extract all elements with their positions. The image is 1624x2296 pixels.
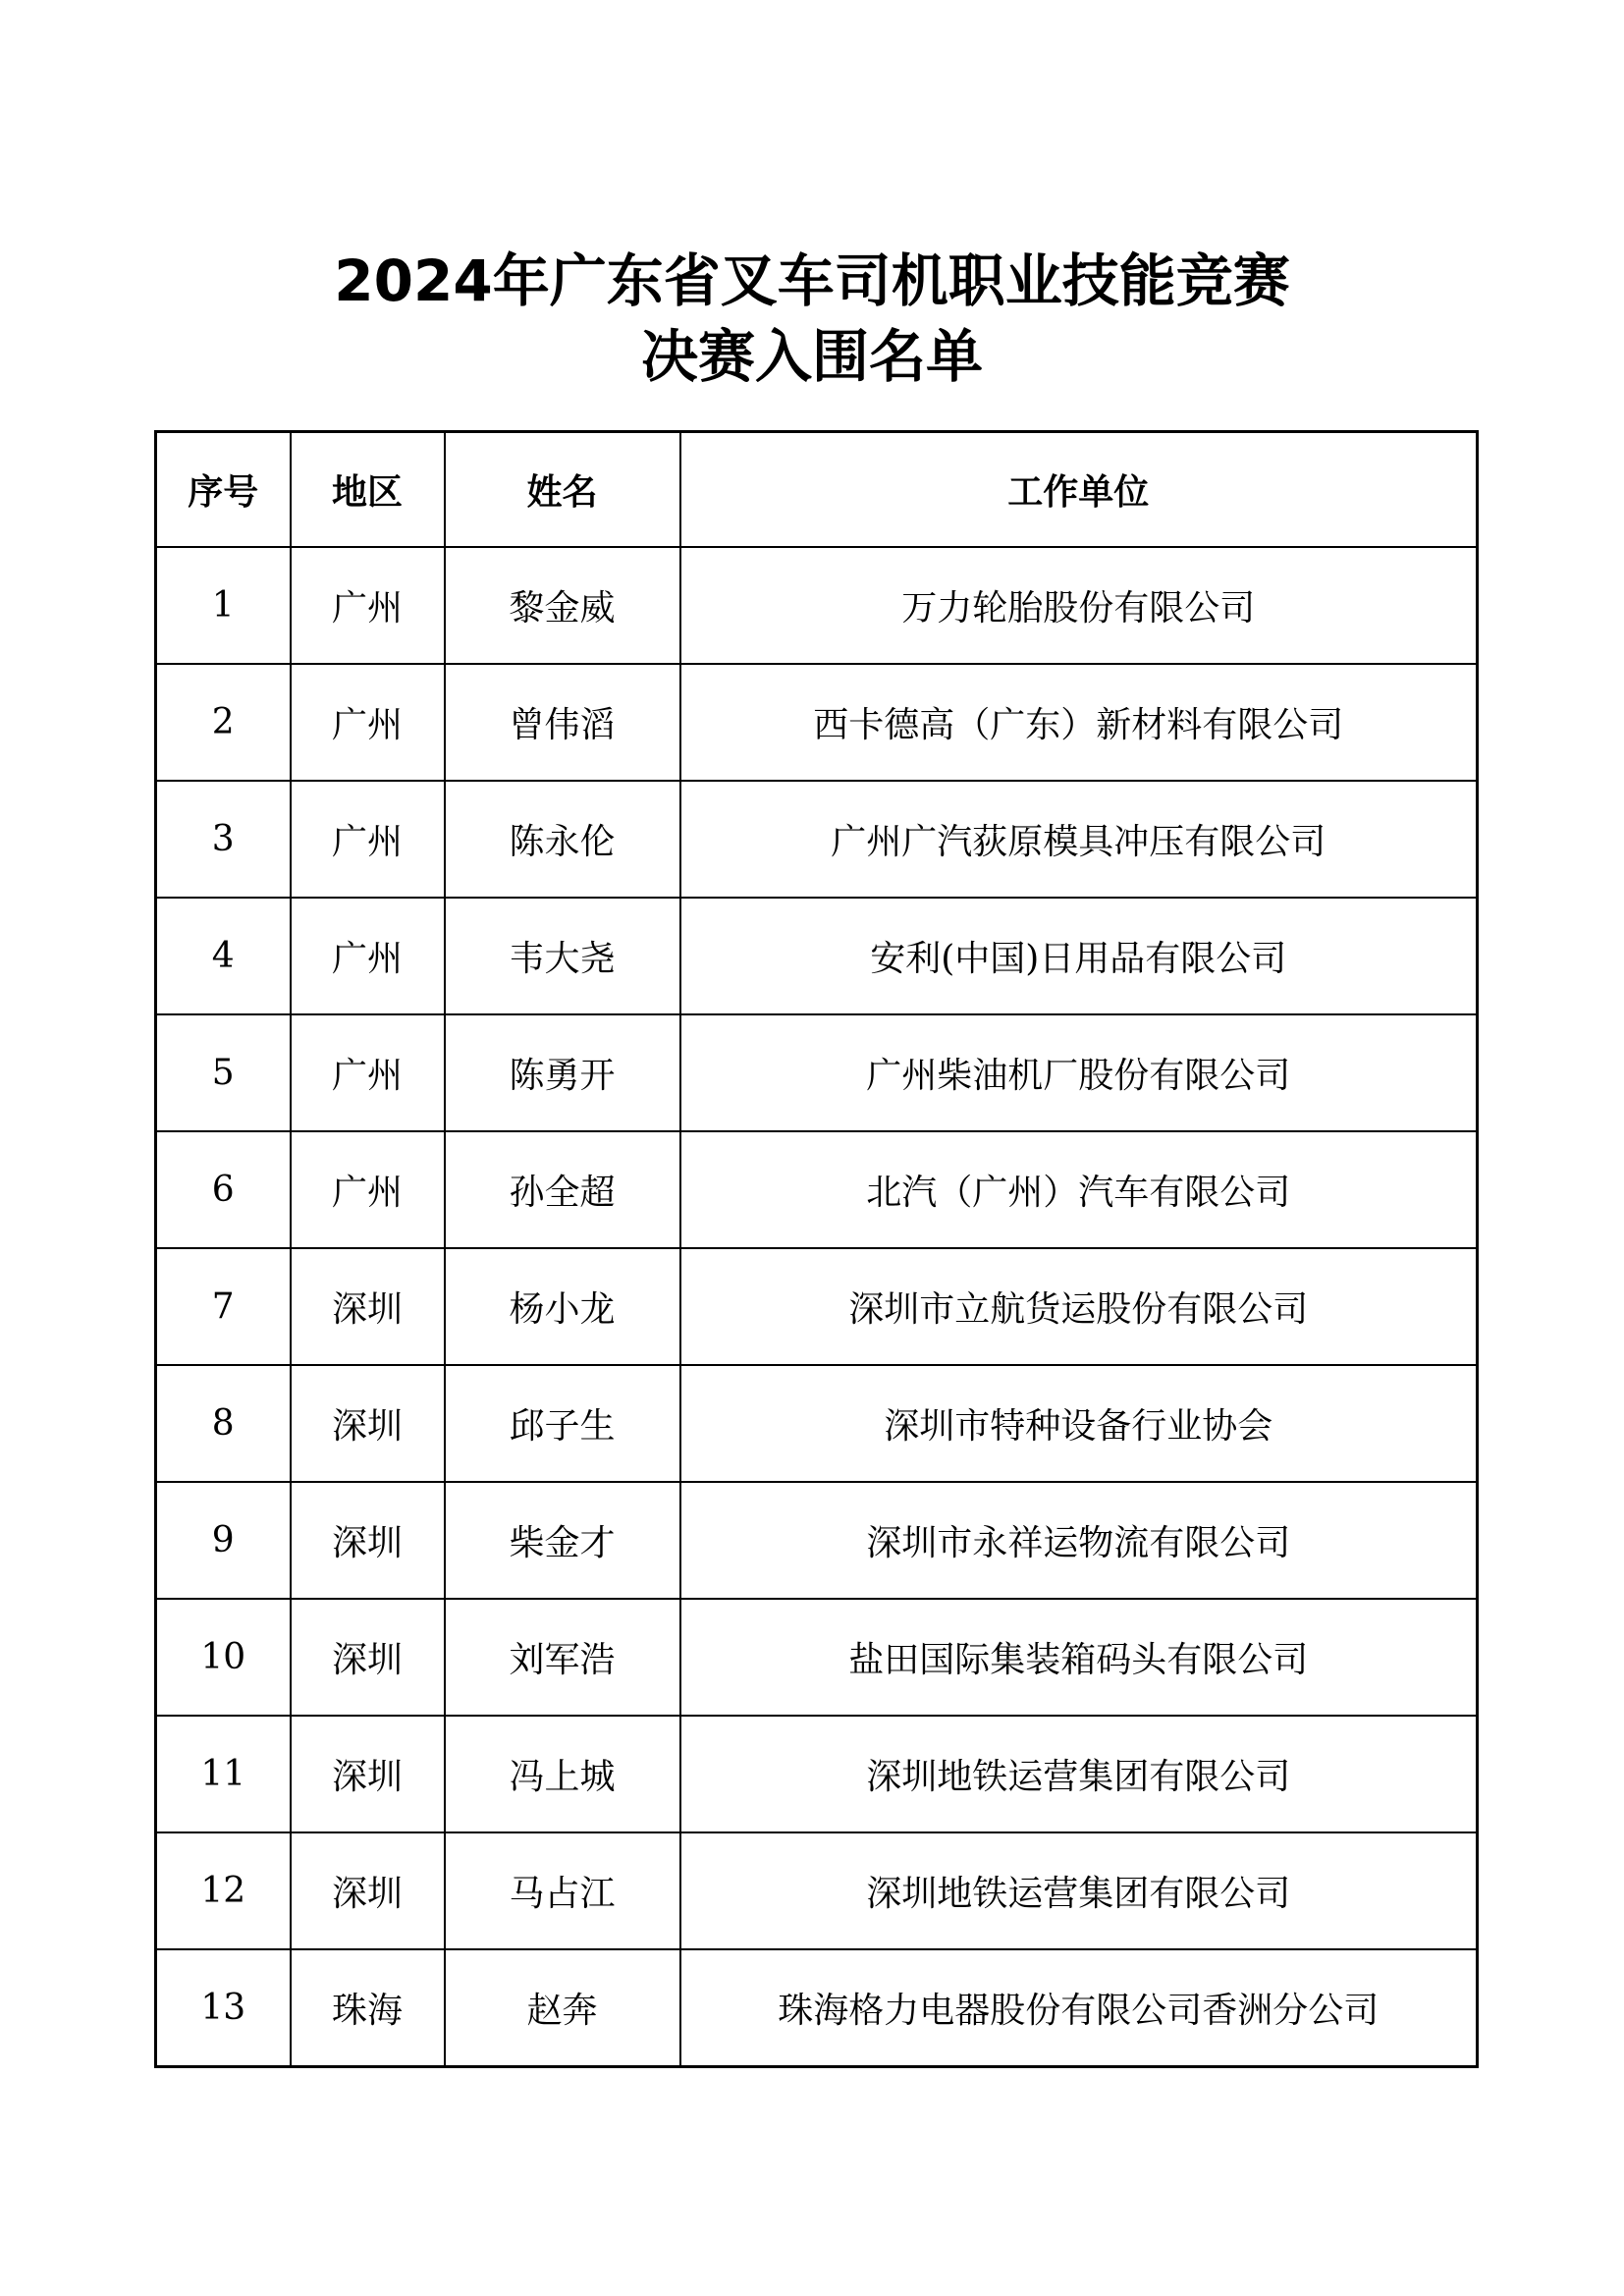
cell-region: 深圳 (291, 1365, 445, 1482)
table-row (156, 547, 1478, 664)
cell-name: 陈永伦 (445, 781, 680, 898)
cell-region: 深圳 (291, 1716, 445, 1832)
table-row (156, 664, 1478, 781)
cell-index: 1 (156, 547, 291, 664)
table-row (156, 781, 1478, 898)
cell-index: 12 (156, 1832, 291, 1949)
table-row (156, 1716, 1478, 1832)
table-row (156, 1131, 1478, 1248)
cell-index: 4 (156, 898, 291, 1014)
cell-organization: 广州广汽荻原模具冲压有限公司 (680, 781, 1478, 898)
table-row (156, 1248, 1478, 1365)
cell-organization: 北汽（广州）汽车有限公司 (680, 1131, 1478, 1248)
cell-name: 冯上城 (445, 1716, 680, 1832)
table-row (156, 1482, 1478, 1599)
cell-region: 深圳 (291, 1482, 445, 1599)
table-header-row (156, 432, 1478, 548)
cell-index: 2 (156, 664, 291, 781)
cell-name: 曾伟滔 (445, 664, 680, 781)
cell-name: 陈勇开 (445, 1014, 680, 1131)
cell-name: 赵奔 (445, 1949, 680, 2067)
table-row (156, 898, 1478, 1014)
cell-index: 3 (156, 781, 291, 898)
cell-name: 邱子生 (445, 1365, 680, 1482)
cell-organization: 盐田国际集装箱码头有限公司 (680, 1599, 1478, 1716)
cell-organization: 西卡德高（广东）新材料有限公司 (680, 664, 1478, 781)
cell-name: 马占江 (445, 1832, 680, 1949)
cell-name: 韦大尧 (445, 898, 680, 1014)
table-row (156, 1014, 1478, 1131)
document-subtitle: 决赛入围名单 (640, 323, 983, 390)
cell-region: 深圳 (291, 1832, 445, 1949)
cell-organization: 深圳市立航货运股份有限公司 (680, 1248, 1478, 1365)
document-title: 2024年广东省叉车司机职业技能竞赛 (334, 247, 1290, 314)
table-row (156, 1599, 1478, 1716)
cell-name: 柴金才 (445, 1482, 680, 1599)
cell-index: 8 (156, 1365, 291, 1482)
cell-region: 广州 (291, 898, 445, 1014)
cell-index: 13 (156, 1949, 291, 2067)
cell-region: 深圳 (291, 1248, 445, 1365)
cell-index: 5 (156, 1014, 291, 1131)
cell-index: 9 (156, 1482, 291, 1599)
table-row (156, 1949, 1478, 2067)
cell-organization: 广州柴油机厂股份有限公司 (680, 1014, 1478, 1131)
header-index: 序号 (156, 432, 291, 548)
cell-organization: 深圳市永祥运物流有限公司 (680, 1482, 1478, 1599)
cell-region: 广州 (291, 1131, 445, 1248)
cell-organization: 安利(中国)日用品有限公司 (680, 898, 1478, 1014)
cell-index: 10 (156, 1599, 291, 1716)
cell-region: 广州 (291, 1014, 445, 1131)
cell-region: 广州 (291, 781, 445, 898)
cell-region: 广州 (291, 547, 445, 664)
cell-index: 6 (156, 1131, 291, 1248)
header-name: 姓名 (445, 432, 680, 548)
cell-name: 刘军浩 (445, 1599, 680, 1716)
cell-region: 深圳 (291, 1599, 445, 1716)
cell-name: 孙全超 (445, 1131, 680, 1248)
header-organization: 工作单位 (680, 432, 1478, 548)
cell-organization: 万力轮胎股份有限公司 (680, 547, 1478, 664)
cell-index: 7 (156, 1248, 291, 1365)
finalist-table (154, 430, 1479, 2068)
cell-organization: 深圳地铁运营集团有限公司 (680, 1832, 1478, 1949)
table-row (156, 1832, 1478, 1949)
cell-organization: 珠海格力电器股份有限公司香洲分公司 (680, 1949, 1478, 2067)
cell-region: 珠海 (291, 1949, 445, 2067)
cell-name: 黎金威 (445, 547, 680, 664)
cell-region: 广州 (291, 664, 445, 781)
cell-organization: 深圳地铁运营集团有限公司 (680, 1716, 1478, 1832)
cell-organization: 深圳市特种设备行业协会 (680, 1365, 1478, 1482)
table-row (156, 1365, 1478, 1482)
cell-index: 11 (156, 1716, 291, 1832)
cell-name: 杨小龙 (445, 1248, 680, 1365)
header-region: 地区 (291, 432, 445, 548)
